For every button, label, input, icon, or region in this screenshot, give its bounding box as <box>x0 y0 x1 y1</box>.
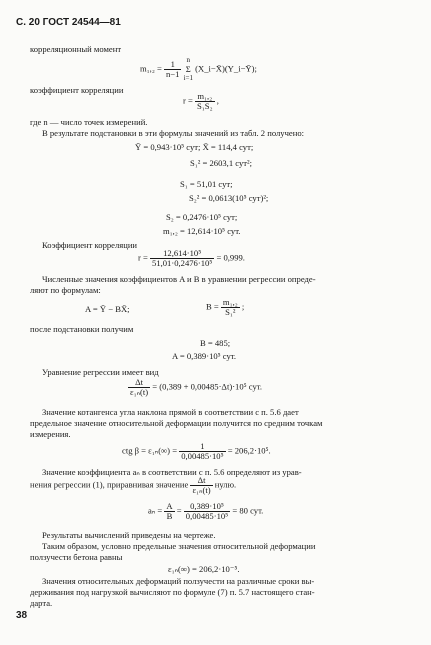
formula-an <box>148 502 263 521</box>
fraction-numerator: 0,389·10⁵ <box>184 502 230 512</box>
text-line: Результаты вычислений приведены на чертеже. <box>42 530 216 540</box>
fraction-numerator: 12,614·10⁵ <box>150 249 214 259</box>
sum-top: n <box>186 56 191 64</box>
fraction-numerator: m₁,₂ <box>222 297 238 307</box>
text-line: коэффициент корреляции <box>30 85 124 95</box>
fraction-denominator: 0,00485·10⁵ <box>185 511 229 521</box>
fraction-denominator: ε₁ₙ(t) <box>130 387 149 397</box>
sum-symbol: Σ <box>185 64 191 74</box>
fraction-denominator: n−1 <box>165 69 180 79</box>
text-line: ляют по формулам: <box>30 285 101 295</box>
fraction-numerator: A <box>166 501 173 511</box>
fraction <box>195 92 215 111</box>
result-line: Ȳ = 0,943·10⁵ сут; X̄ = 114,4 сут; <box>135 142 254 152</box>
text-line: ползучести бетона равны <box>30 552 123 562</box>
result-line: S₂² = 0,0613(10⁵ сут)²; <box>189 193 269 203</box>
fraction-denominator: S₁² <box>225 307 236 317</box>
fraction-denominator: 0,00485·10⁵ <box>181 451 224 461</box>
result-line: B = 485; <box>200 338 231 348</box>
formula-part: m₁,₂ = <box>140 63 162 74</box>
formula-a: A = Ȳ − BX̄; <box>85 304 130 314</box>
formula-part: = (0,389 + 0,00485·Δt)·10⁵ сут. <box>152 381 263 392</box>
formula-correlation-coefficient <box>183 92 219 111</box>
text-line-with-fraction <box>30 476 236 495</box>
sum-bottom: i=1 <box>183 74 193 82</box>
formula-part: ; <box>241 301 245 312</box>
formula-part: ctg β = ε₁ₙ(∞) = <box>122 445 178 456</box>
text-line: В результате подстановки в эти формулы значений из табл. 2 получено: <box>42 128 305 138</box>
text-line: Коэффициент корреляции <box>42 240 138 250</box>
fraction <box>221 298 240 317</box>
fraction <box>164 60 181 79</box>
formula-part: , <box>216 95 219 106</box>
text-line: Численные значения коэффициентов A и B в уравнении регрессии опреде- <box>42 274 316 284</box>
fraction <box>179 442 225 461</box>
formula-limit: ε₁ₙ(∞) = 206,2·10⁻⁵. <box>168 564 240 574</box>
fraction-numerator: 1 <box>164 60 181 70</box>
result-line: A = 0,389·10⁵ сут. <box>172 351 237 361</box>
fraction-numerator: m₁,₂ <box>195 92 215 102</box>
text-line: после подстановки получим <box>30 324 134 334</box>
result-line: S₁² = 2603,1 сут²; <box>190 158 252 168</box>
fraction <box>150 249 214 268</box>
fraction <box>128 378 150 397</box>
fraction-numerator: 1 <box>179 442 225 452</box>
formula-correlation-moment <box>140 56 257 83</box>
fraction-numerator: Δt <box>128 378 150 388</box>
fraction <box>184 502 230 521</box>
formula-part: (X_i−X̄)(Y_i−Ȳ); <box>195 63 257 74</box>
formula-part: aₙ = <box>148 505 163 516</box>
formula-part: = 206,2·10⁵. <box>227 445 271 456</box>
text-line: Значение котангенса угла наклона прямой в соответствии с п. 5.6 дает <box>42 407 299 417</box>
text-part: нения регрессии (1), приравнивая значение <box>30 479 189 490</box>
text-line: измерения. <box>30 429 71 439</box>
fraction-denominator: S₁S₂ <box>197 101 213 111</box>
text-line: корреляционный момент <box>30 44 122 54</box>
page-header: С. 20 ГОСТ 24544—81 <box>16 17 121 28</box>
formula-part: r = <box>183 95 193 106</box>
text-line: предельное значение относительной деформации получится по средним точкам <box>30 418 323 428</box>
fraction <box>190 476 212 495</box>
result-line: m₁,₂ = 12,614·10⁵ сут. <box>163 226 241 236</box>
fraction-denominator: ε₁ₙ(t) <box>192 485 211 495</box>
text-line: Значения относительных деформаций ползучести на различные сроки вы- <box>42 576 315 586</box>
text-part: нулю. <box>214 479 237 490</box>
summation <box>184 56 193 83</box>
formula-part: r = <box>138 252 148 263</box>
formula-part: B = <box>206 301 219 312</box>
formula-r-value <box>138 249 245 268</box>
fraction <box>164 502 174 521</box>
formula-regression <box>128 378 262 397</box>
text-line: держивания под нагрузкой вычисляют по формуле (7) п. 5.7 настоящего стан- <box>30 587 315 597</box>
formula-part: = <box>176 505 182 516</box>
fraction-numerator: Δt <box>190 476 212 486</box>
formula-ctg <box>122 442 271 461</box>
fraction-denominator: 51,01·0,2476·10⁵ <box>152 258 213 268</box>
formula-part: = 0,999. <box>216 252 245 263</box>
fraction-denominator: B <box>166 511 173 521</box>
text-line: где n — число точек измерений. <box>30 117 148 127</box>
text-line: Уравнение регрессии имеет вид <box>42 367 159 377</box>
text-line: Таким образом, условно предельные значения относительной деформации <box>42 541 316 551</box>
text-line: Значение коэффициента aₙ в соответствии с п. 5.6 определяют из урав- <box>42 467 302 477</box>
text-line: дарта. <box>30 598 53 608</box>
page-number: 38 <box>16 610 28 621</box>
formula-b <box>206 298 244 317</box>
formula-part: = 80 сут. <box>232 505 264 516</box>
result-line: S₂ = 0,2476·10⁵ сут; <box>166 212 238 222</box>
result-line: S₁ = 51,01 сут; <box>180 179 233 189</box>
